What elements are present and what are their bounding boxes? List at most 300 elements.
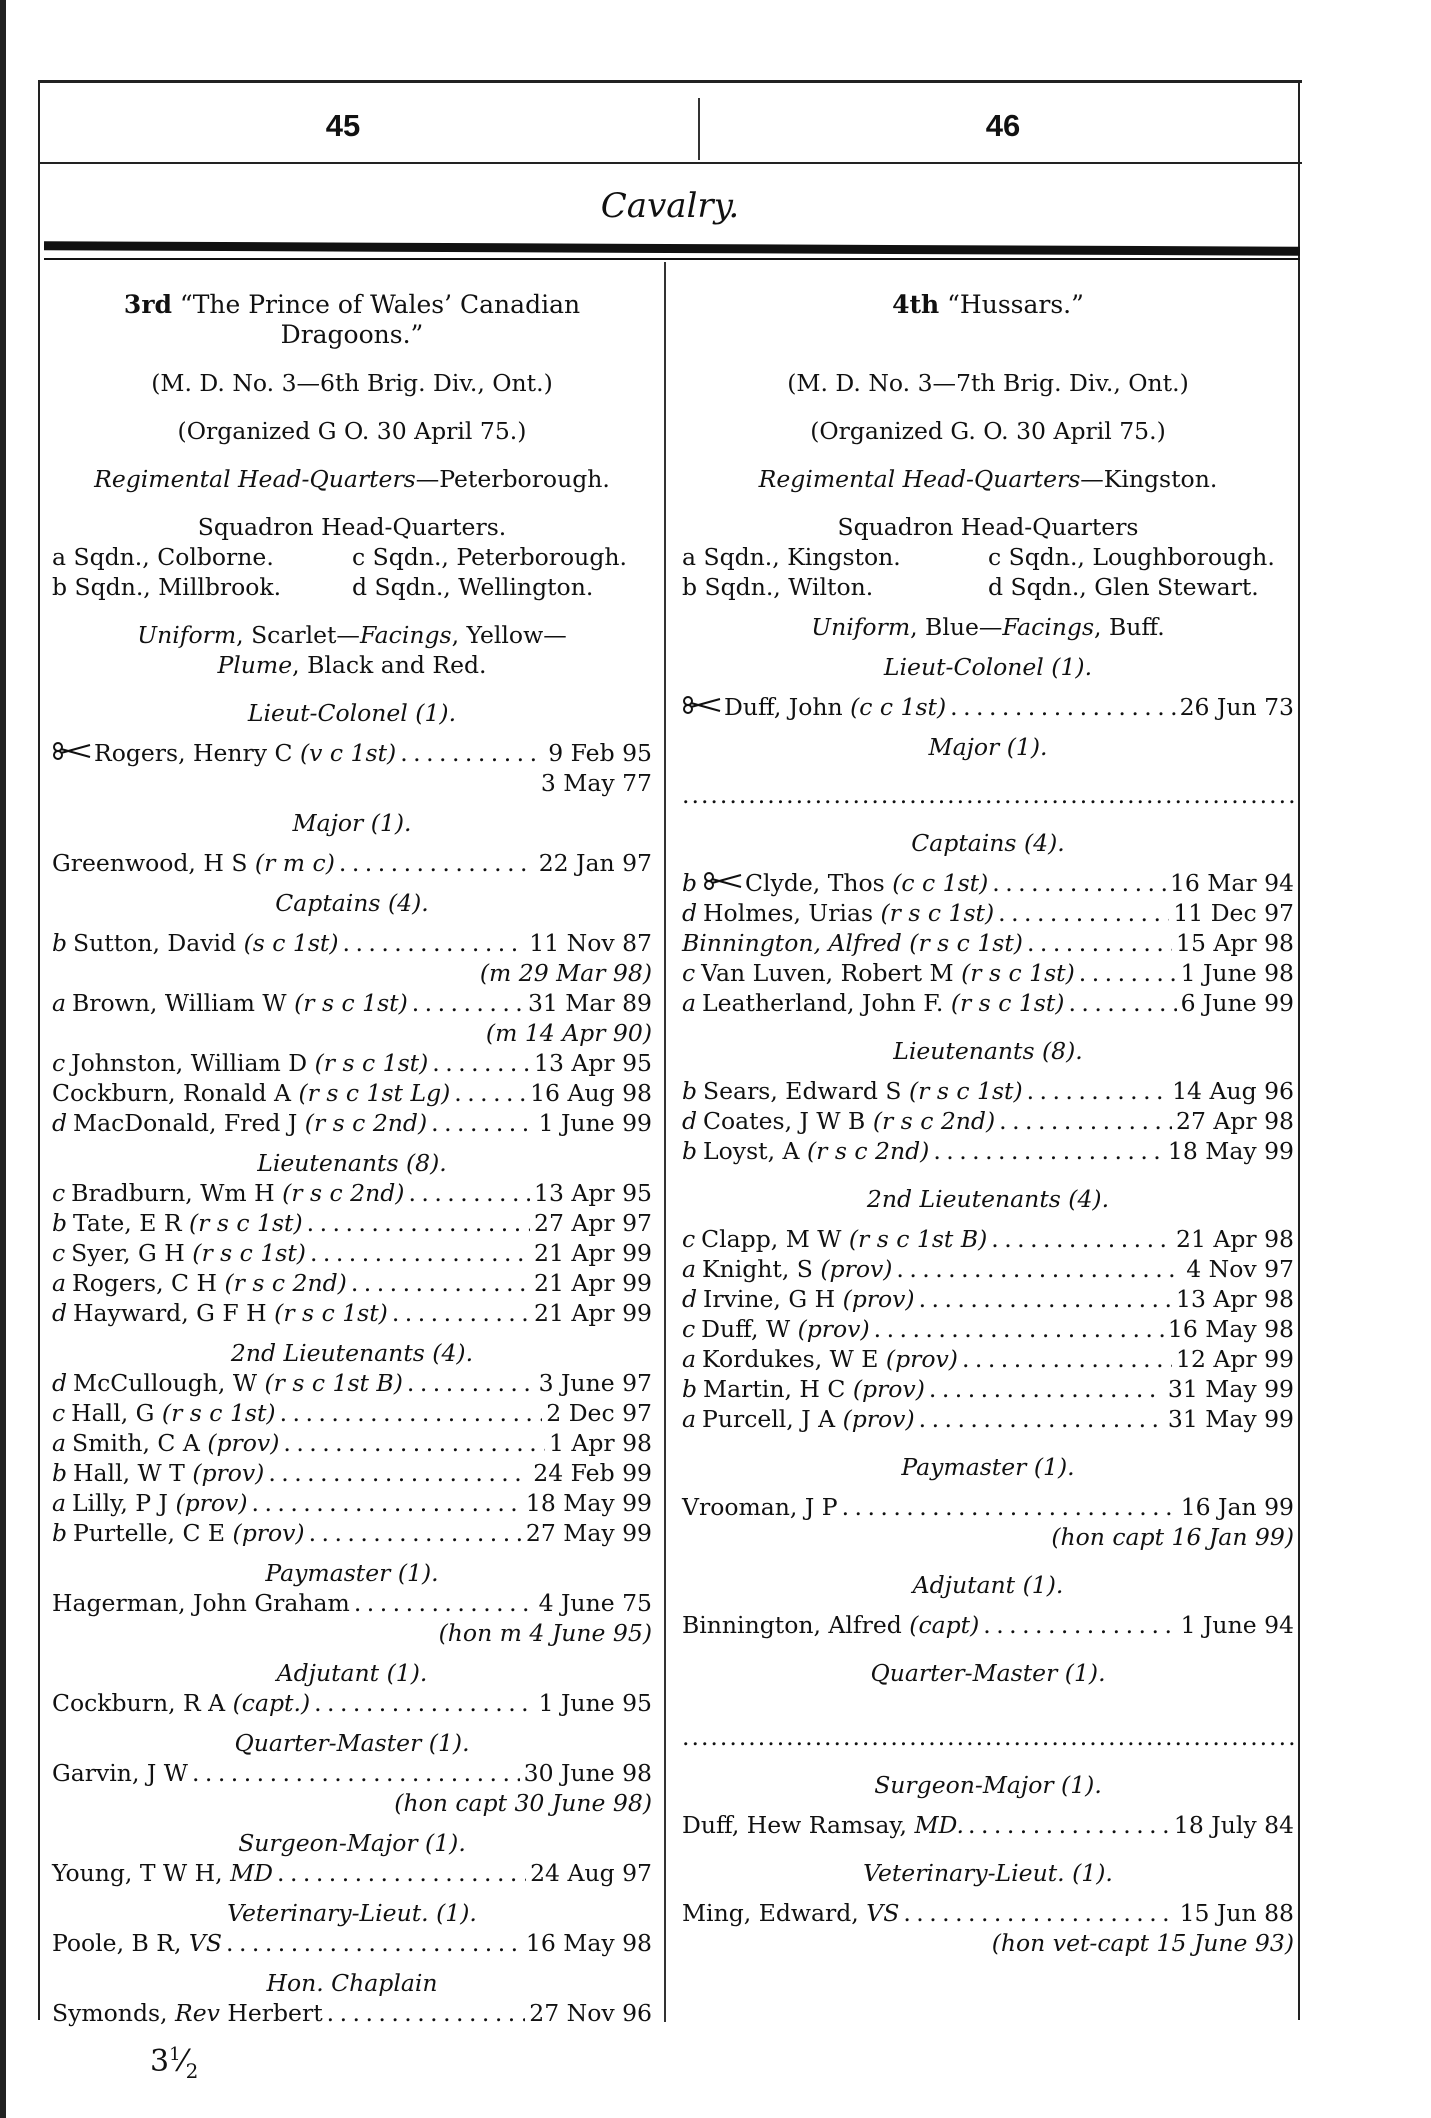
squadron-letter: a: [52, 1269, 67, 1297]
officer-date: 1 June 95: [538, 1689, 652, 1717]
squadron-letter: a: [682, 1255, 697, 1283]
officer-entry: [682, 958, 1294, 988]
adjutant-heading: Adjutant (1).: [276, 1659, 428, 1687]
lt-colonel-heading: Lieut-Colonel (1).: [883, 653, 1093, 681]
officer-qualification: (r s c 1st): [189, 1209, 303, 1237]
regimental-hq: [682, 464, 1294, 494]
officer-entry: [682, 1374, 1294, 1404]
signature-folio: $3^1⁄_2$: [150, 2044, 199, 2083]
officer-name: MacDonald, Fred J: [73, 1109, 298, 1137]
regimental-hq: [52, 464, 652, 494]
officer-date: 14 Aug 96: [1172, 1077, 1294, 1105]
officer-qualification: (r s c 2nd): [806, 1137, 930, 1165]
officer-name: Ming, Edward,: [682, 1899, 859, 1927]
officer-entry: [52, 928, 652, 958]
officer-name: McCullough, W: [73, 1369, 257, 1397]
officer-date: 9 Feb 95: [548, 739, 652, 767]
officer-name: Sears, Edward S: [703, 1077, 902, 1105]
lt-colonel-entry: [52, 738, 652, 768]
squadron-letter: d: [682, 899, 698, 927]
squadron-row: [682, 572, 1294, 602]
leader-dots: [192, 1758, 520, 1788]
scissors-icon: [682, 695, 722, 715]
squadron-row: [52, 572, 652, 602]
folio-denominator: 2: [185, 2059, 199, 2083]
squadron-letter: a: [682, 1405, 697, 1433]
leader-dots: [283, 1428, 545, 1458]
leader-dots: [309, 1518, 522, 1548]
organized-order: (Organized G. O. 30 April 75.): [810, 417, 1166, 445]
leader-dots: [280, 1398, 543, 1428]
officer-entry: [682, 1254, 1294, 1284]
adjutant-entry: [682, 1610, 1294, 1640]
page-number-right: 46: [985, 108, 1021, 143]
officer-name: Syer, G H: [71, 1239, 185, 1267]
officer-qualification: (r s c 2nd): [872, 1107, 996, 1135]
officer-name: Duff, W: [701, 1315, 791, 1343]
regiment-4th-column: [682, 290, 1294, 1958]
officer-name: Loyst, A: [703, 1137, 800, 1165]
officer-qualification: (capt): [909, 1611, 980, 1639]
page-number-header: [38, 98, 1302, 160]
regiment-number: 3rd: [123, 290, 172, 319]
officer-date: 27 Apr 97: [534, 1209, 652, 1237]
vacant-entry: [682, 1722, 1294, 1752]
regiment-number: 4th: [892, 290, 940, 319]
officer-entry: [52, 1488, 652, 1518]
leader-dots: [226, 1928, 522, 1958]
officer-entry: [52, 1208, 652, 1238]
military-district: (M. D. No. 3—6th Brig. Div., Ont.): [151, 369, 553, 397]
squadron-list: [52, 542, 652, 602]
leader-dots: [842, 1492, 1177, 1522]
squadron-list: [682, 542, 1294, 602]
leader-dots: [407, 1368, 535, 1398]
regiment-name: “The Prince of Wales’ Canadian Dragoons.”: [179, 290, 581, 349]
leader-dots: [991, 1224, 1172, 1254]
officer-entry: [52, 988, 652, 1018]
leader-dots: [1079, 958, 1177, 988]
organized-order: (Organized G O. 30 April 75.): [177, 417, 527, 445]
surgeon-heading: Surgeon-Major (1).: [874, 1771, 1102, 1799]
leader-dots: [432, 1048, 530, 1078]
officer-name: Symonds,: [52, 1999, 168, 2027]
thin-rule: [44, 258, 1300, 260]
regiment-3rd-column: [52, 290, 652, 2028]
leader-dots: [408, 1178, 530, 1208]
officer-date: 26 Jun 73: [1179, 693, 1294, 721]
captains-list: [682, 868, 1294, 1018]
officer-qualification: (r s c 1st): [314, 1049, 429, 1077]
officer-qualification: (prov): [207, 1429, 280, 1457]
officer-name: Rogers, Henry C: [94, 739, 293, 767]
leader-dots: [1068, 988, 1176, 1018]
squadron-letter: c: [52, 1399, 66, 1427]
leader-dots: [929, 1374, 1164, 1404]
officer-name: Duff, Hew Ramsay,: [682, 1811, 907, 1839]
leader-dots: [903, 1898, 1175, 1928]
major-heading: Major (1).: [292, 809, 412, 837]
squadron-letter: a: [52, 1429, 67, 1457]
squadron-entry: b Sqdn., Wilton.: [682, 573, 874, 601]
lieutenants-list: [52, 1178, 652, 1328]
leader-dots: [354, 1588, 535, 1618]
officer-date: 27 May 99: [525, 1519, 652, 1547]
officer-name: Hagerman, John Graham: [52, 1589, 350, 1617]
officer-name: Hall, G: [71, 1399, 155, 1427]
leader-dots: [400, 738, 544, 768]
captains-heading: Captains (4).: [275, 889, 429, 917]
squadron-letter: b: [682, 1077, 698, 1105]
squadron-letter: c: [52, 1049, 66, 1077]
officer-entry: [682, 1284, 1294, 1314]
officer-qualification: (prov): [842, 1285, 915, 1313]
officer-date: 18 May 99: [525, 1489, 652, 1517]
officer-date: 3 June 97: [538, 1369, 652, 1397]
officer-name: Poole, B R,: [52, 1929, 182, 1957]
officer-qualification: (r s c 1st): [294, 989, 408, 1017]
officer-name: Sutton, David: [73, 929, 237, 957]
officer-name: Cockburn, R A: [52, 1689, 226, 1717]
squadron-entry: c Sqdn., Peterborough.: [352, 543, 627, 571]
officer-entry: [52, 1268, 652, 1298]
officer-qualification: (prov): [797, 1315, 870, 1343]
squadron-entry: c Sqdn., Loughborough.: [988, 543, 1275, 571]
vet-entry: [682, 1898, 1294, 1928]
squadron-letter: a: [52, 1489, 67, 1517]
officer-entry: [52, 1398, 652, 1428]
squadron-entry: d Sqdn., Glen Stewart.: [988, 573, 1259, 601]
officer-date: 30 June 98: [523, 1759, 652, 1787]
officer-date: 21 Apr 98: [1176, 1225, 1294, 1253]
chaplain-entry: [52, 1998, 652, 2028]
officer-qualification: (prov): [192, 1459, 265, 1487]
quartermaster-heading: Quarter-Master (1).: [870, 1659, 1106, 1687]
squadron-letter: b: [682, 869, 698, 897]
squadron-letter: c: [682, 959, 696, 987]
officer-name: Clapp, M W: [701, 1225, 842, 1253]
officer-entry: [682, 898, 1294, 928]
officer-date: 31 May 99: [1167, 1405, 1294, 1433]
leader-dots: [268, 1458, 529, 1488]
uniform-label: Uniform: [137, 621, 237, 649]
officer-date: 15 Jun 88: [1179, 1899, 1294, 1927]
hq-place: —Kingston.: [1080, 465, 1218, 493]
officer-qualification: (r s c 1st): [909, 929, 1023, 957]
officer-qualification: (s c 1st): [243, 929, 339, 957]
officer-entry: [52, 1108, 652, 1138]
officer-date: 24 Feb 99: [533, 1459, 652, 1487]
second-lieutenants-heading: 2nd Lieutenants (4).: [866, 1185, 1110, 1213]
officer-qualification: (prov): [175, 1489, 248, 1517]
officer-entry: [52, 1458, 652, 1488]
officer-date: 12 Apr 99: [1176, 1345, 1294, 1373]
officer-name: Hayward, G F H: [73, 1299, 267, 1327]
officer-qualification: Rev: [175, 1999, 220, 2027]
squadron-entry: b Sqdn., Millbrook.: [52, 573, 282, 601]
vet-heading: Veterinary-Lieut. (1).: [863, 1859, 1113, 1887]
squadron-letter: b: [52, 929, 68, 957]
officer-date: 13 Apr 95: [534, 1179, 652, 1207]
leader-dots: [1027, 1076, 1168, 1106]
squadron-letter: b: [52, 1519, 68, 1547]
paymaster-entry: [52, 1588, 652, 1618]
officer-date: 21 Apr 99: [534, 1299, 652, 1327]
officer-date: 18 May 99: [1167, 1137, 1294, 1165]
officer-name: Duff, John: [724, 693, 843, 721]
officer-date: 24 Aug 97: [530, 1859, 652, 1887]
officer-date: 1 June 99: [538, 1109, 652, 1137]
captains-list: [52, 928, 652, 1138]
officer-subdate: 3 May 77: [540, 769, 652, 797]
leader-dots: [933, 1136, 1164, 1166]
officer-name: Leatherland, John F.: [702, 989, 944, 1017]
officer-name: Irvine, G H: [703, 1285, 836, 1313]
officer-name: Cockburn, Ronald A: [52, 1079, 292, 1107]
hq-label: Regimental Head-Quarters: [758, 465, 1081, 493]
facings-label: Facings: [359, 621, 452, 649]
folio-numerator: 1: [169, 2044, 181, 2065]
officer-name-given: Herbert: [227, 1999, 323, 2027]
squadron-letter: b: [52, 1459, 68, 1487]
leader-dots: [968, 1810, 1170, 1840]
officer-date: 13 Apr 98: [1176, 1285, 1294, 1313]
facings-label: Facings: [1002, 613, 1095, 641]
chaplain-heading: Hon. Chaplain: [266, 1969, 438, 1997]
officer-entry: [682, 1344, 1294, 1374]
surgeon-entry: [682, 1810, 1294, 1840]
regiment-title: [52, 290, 652, 350]
officer-name: Clyde, Thos: [745, 869, 885, 897]
leader-dots: [310, 1238, 530, 1268]
leader-dots: [327, 1998, 526, 2028]
adjutant-heading: Adjutant (1).: [912, 1571, 1064, 1599]
adjutant-entry: [52, 1688, 652, 1718]
squadron-letter: c: [682, 1315, 696, 1343]
squadron-letter: b: [52, 1209, 68, 1237]
officer-name: Martin, H C: [703, 1375, 846, 1403]
officer-qualification: MD: [230, 1859, 273, 1887]
vet-heading: Veterinary-Lieut. (1).: [227, 1899, 477, 1927]
officer-qualification: (r s c 1st B): [264, 1369, 403, 1397]
officer-entry: [682, 988, 1294, 1018]
squadron-row: [52, 542, 652, 572]
officer-date: 21 Apr 99: [534, 1239, 652, 1267]
vacant-entry: [682, 780, 1294, 810]
officer-name: Knight, S: [702, 1255, 813, 1283]
officer-entry: [682, 928, 1294, 958]
officer-qualification: (r s c 2nd): [282, 1179, 405, 1207]
officer-entry: [682, 1404, 1294, 1434]
squadron-letter: d: [682, 1285, 698, 1313]
page-edge-shadow: [0, 0, 6, 2118]
officer-name: Greenwood, H S: [52, 849, 248, 877]
squadron-letter: d: [52, 1299, 68, 1327]
squadron-entry: a Sqdn., Colborne.: [52, 543, 274, 571]
officer-qualification: (r s c 1st): [961, 959, 1075, 987]
officer-date: 16 Jan 99: [1180, 1493, 1294, 1521]
leader-dots: [454, 1078, 526, 1108]
officer-date: 16 Mar 94: [1169, 869, 1294, 897]
leader-dots: [999, 1106, 1172, 1136]
officer-name: Rogers, C H: [72, 1269, 217, 1297]
officer-entry: [52, 1178, 652, 1208]
officer-qualification: (r m c): [254, 849, 335, 877]
officer-name: Garvin, J W: [52, 1759, 188, 1787]
plume-label: Plume: [217, 651, 293, 679]
officer-qualification: (r s c 1st): [274, 1299, 388, 1327]
officer-date: 15 Apr 98: [1176, 929, 1294, 957]
officer-qualification: (prov): [842, 1405, 915, 1433]
officer-entry: [682, 1224, 1294, 1254]
uniform-label: Uniform: [811, 613, 911, 641]
squadron-entry: a Sqdn., Kingston.: [682, 543, 901, 571]
officer-qualification: (r s c 1st): [950, 989, 1065, 1017]
officer-date: 18 July 84: [1173, 1811, 1294, 1839]
officer-date: 1 June 98: [1180, 959, 1294, 987]
military-district: (M. D. No. 3—7th Brig. Div., Ont.): [787, 369, 1189, 397]
officer-entry: [52, 1518, 652, 1548]
officer-date: 6 June 99: [1180, 989, 1294, 1017]
leader-dots: [1027, 928, 1172, 958]
vet-entry: [52, 1928, 652, 1958]
leader-dots: [896, 1254, 1182, 1284]
leader-dots: [252, 1488, 522, 1518]
officer-qualification: (r s c 1st): [192, 1239, 306, 1267]
leader-dots: [992, 868, 1166, 898]
officer-name: Smith, C A: [72, 1429, 200, 1457]
surgeon-entry: [52, 1858, 652, 1888]
officer-name: Lilly, P J: [72, 1489, 168, 1517]
uniform-text: , Scarlet—: [236, 621, 360, 649]
officer-date: 4 June 75: [538, 1589, 652, 1617]
officer-entry: [52, 1368, 652, 1398]
officer-subdate: (m 14 Apr 90): [485, 1019, 652, 1047]
scissors-icon: [52, 741, 92, 761]
header-rule: [38, 162, 1302, 164]
second-lieutenants-list: [52, 1368, 652, 1548]
officer-name: Binnington, Alfred: [682, 929, 902, 957]
squadron-letter: c: [52, 1239, 66, 1267]
second-lieutenants-heading: 2nd Lieutenants (4).: [230, 1339, 474, 1367]
lieutenants-list: [682, 1076, 1294, 1166]
column-divider: [664, 262, 666, 2022]
officer-qualification: (prov): [885, 1345, 958, 1373]
officer-qualification: (r s c 1st Lg): [298, 1079, 451, 1107]
officer-date: 21 Apr 99: [534, 1269, 652, 1297]
officer-name: Binnington, Alfred: [682, 1611, 902, 1639]
facings-text: , Buff.: [1094, 613, 1165, 641]
squadron-letter: b: [682, 1137, 698, 1165]
officer-entry: [682, 1136, 1294, 1166]
officer-qualification: MD.: [914, 1811, 965, 1839]
leader-dots: [950, 692, 1175, 722]
officer-entry: [682, 1106, 1294, 1136]
uniform-line: [682, 612, 1294, 642]
officer-date: 1 Apr 98: [548, 1429, 652, 1457]
officer-date: 11 Dec 97: [1173, 899, 1294, 927]
paymaster-entry: [682, 1492, 1294, 1522]
regiment-name: “Hussars.”: [947, 290, 1084, 319]
folio-main: 3: [150, 2044, 170, 2079]
officer-name: Purtelle, C E: [73, 1519, 226, 1547]
lieutenants-heading: Lieutenants (8).: [257, 1149, 447, 1177]
officer-qualification: (prov): [820, 1255, 893, 1283]
leader-dots: [919, 1404, 1164, 1434]
major-entry: [52, 848, 652, 878]
section-title: Cavalry.: [600, 186, 740, 226]
officer-qualification: (capt.): [232, 1689, 311, 1717]
captains-heading: Captains (4).: [911, 829, 1065, 857]
officer-qualification: (v c 1st): [300, 739, 397, 767]
leader-dots: [431, 1108, 534, 1138]
quartermaster-entry: [52, 1758, 652, 1788]
officer-qualification: (r s c 1st B): [848, 1225, 988, 1253]
squadron-letter: d: [52, 1369, 68, 1397]
paymaster-heading: Paymaster (1).: [901, 1453, 1075, 1481]
squadron-letter: d: [682, 1107, 698, 1135]
lt-colonel-entry: [682, 692, 1294, 722]
officer-entry: [52, 1428, 652, 1458]
hq-label: Regimental Head-Quarters: [94, 465, 416, 493]
leader-dots: [962, 1344, 1172, 1374]
officer-entry: [682, 1314, 1294, 1344]
leader-dots: [314, 1688, 534, 1718]
officer-date: 2 Dec 97: [546, 1399, 652, 1427]
officer-entry: [52, 1238, 652, 1268]
officer-qualification: (r s c 1st): [908, 1077, 1023, 1105]
officer-date: 16 Aug 98: [530, 1079, 652, 1107]
leader-dots: [874, 1314, 1164, 1344]
officer-entry: [52, 1298, 652, 1328]
officer-qualification: (r s c 1st): [161, 1399, 276, 1427]
hq-place: —Peterborough.: [415, 465, 610, 493]
leader-dots: [351, 1268, 530, 1298]
leader-dots: [307, 1208, 530, 1238]
officer-qualification: (r s c 2nd): [224, 1269, 347, 1297]
leader-dots: [392, 1298, 530, 1328]
officer-subdate: (m 29 Mar 98): [479, 959, 652, 987]
paymaster-heading: Paymaster (1).: [265, 1559, 439, 1587]
officer-name: Coates, J W B: [703, 1107, 866, 1135]
officer-subdate: (hon m 4 June 95): [438, 1619, 652, 1647]
officer-name: Tate, E R: [73, 1209, 182, 1237]
leader-dots: [412, 988, 524, 1018]
officer-date: 16 May 98: [525, 1929, 652, 1957]
officer-date: 11 Nov 87: [529, 929, 652, 957]
officer-name: Bradburn, Wm H: [71, 1179, 275, 1207]
leader-dots: [919, 1284, 1172, 1314]
officer-entry: [52, 1078, 652, 1108]
officer-date: 27 Nov 96: [529, 1999, 652, 2027]
officer-name: Kordukes, W E: [702, 1345, 879, 1373]
leader-dots: [343, 928, 526, 958]
squadron-row: [682, 542, 1294, 572]
uniform-line: [52, 620, 652, 680]
officer-name: Johnston, William D: [71, 1049, 308, 1077]
officer-date: 13 Apr 95: [534, 1049, 652, 1077]
officer-entry: [52, 1048, 652, 1078]
officer-date: 27 Apr 98: [1176, 1107, 1294, 1135]
officer-name: Young, T W H,: [52, 1859, 223, 1887]
officer-name: Holmes, Urias: [703, 899, 874, 927]
plume-text: , Black and Red.: [292, 651, 487, 679]
squadron-hq-heading: Squadron Head-Quarters: [837, 513, 1139, 541]
squadron-letter: c: [682, 1225, 696, 1253]
officer-date: 16 May 98: [1167, 1315, 1294, 1343]
officer-qualification: VS: [866, 1899, 900, 1927]
officer-qualification: (r s c 1st): [880, 899, 995, 927]
